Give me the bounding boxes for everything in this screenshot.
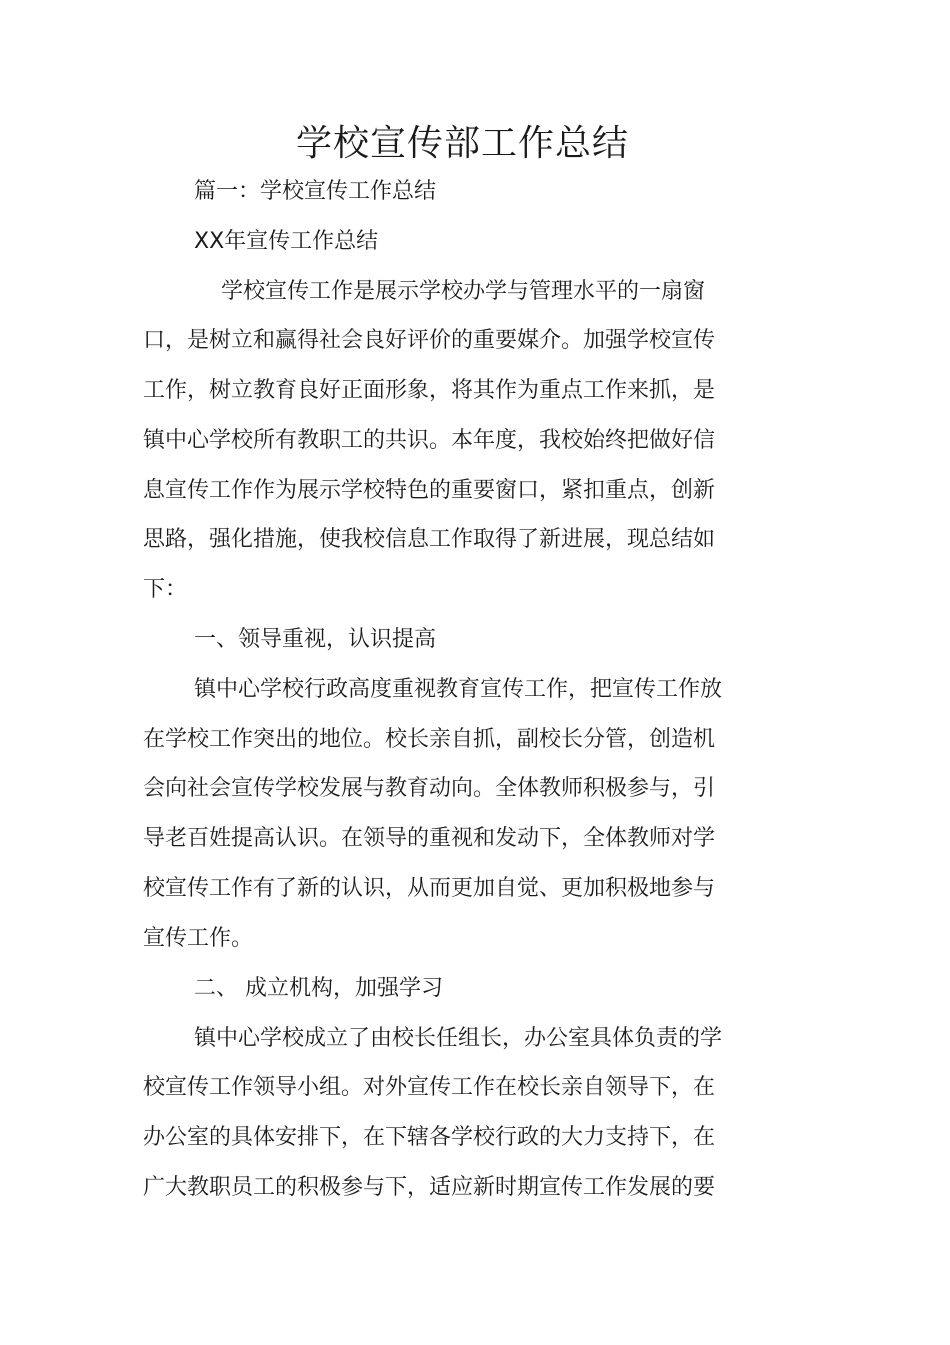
section-heading: 一、领导重视，认识提高	[194, 627, 437, 652]
paragraph-line: 广大教职员工的积极参与下，适应新时期宣传工作发展的要	[143, 1175, 716, 1200]
paragraph-line: 会向社会宣传学校发展与教育动向。全体教师积极参与，引	[143, 776, 716, 801]
section-heading: 二、 成立机构，加强学习	[194, 976, 443, 1001]
paragraph-line: 在学校工作突出的地位。校长亲自抓，副校长分管，创造机	[143, 727, 716, 752]
paragraph-line: 镇中心学校行政高度重视教育宣传工作，把宣传工作放	[194, 677, 723, 702]
paragraph-line: 思路，强化措施，使我校信息工作取得了新进展，现总结如	[143, 527, 716, 552]
paragraph-line: 校宣传工作领导小组。对外宣传工作在校长亲自领导下，在	[143, 1075, 716, 1100]
paragraph-line: 口，是树立和赢得社会良好评价的重要媒介。加强学校宣传	[143, 328, 716, 353]
paragraph-line: 下：	[143, 577, 188, 602]
paragraph-line: 学校宣传工作是展示学校办学与管理水平的一扇窗	[221, 279, 706, 304]
paragraph-line: 镇中心学校成立了由校长任组长，办公室具体负责的学	[194, 1026, 723, 1051]
paragraph-line: 校宣传工作有了新的认识，从而更加自觉、更加积极地参与	[143, 876, 716, 901]
subsection-heading: XX年宣传工作总结	[194, 229, 379, 254]
paragraph-line: 工作，树立教育良好正面形象，将其作为重点工作来抓，是	[143, 378, 716, 403]
paragraph-line: 导老百姓提高认识。在领导的重视和发动下，全体教师对学	[143, 826, 716, 851]
section-heading: 篇一：学校宣传工作总结	[194, 179, 437, 204]
document-title: 学校宣传部工作总结	[295, 123, 629, 164]
paragraph-line: 宣传工作。	[143, 926, 254, 951]
paragraph-line: 息宣传工作作为展示学校特色的重要窗口，紧扣重点，创新	[143, 478, 716, 503]
paragraph-line: 镇中心学校所有教职工的共识。本年度，我校始终把做好信	[143, 428, 716, 453]
paragraph-line: 办公室的具体安排下，在下辖各学校行政的大力支持下，在	[143, 1125, 716, 1150]
